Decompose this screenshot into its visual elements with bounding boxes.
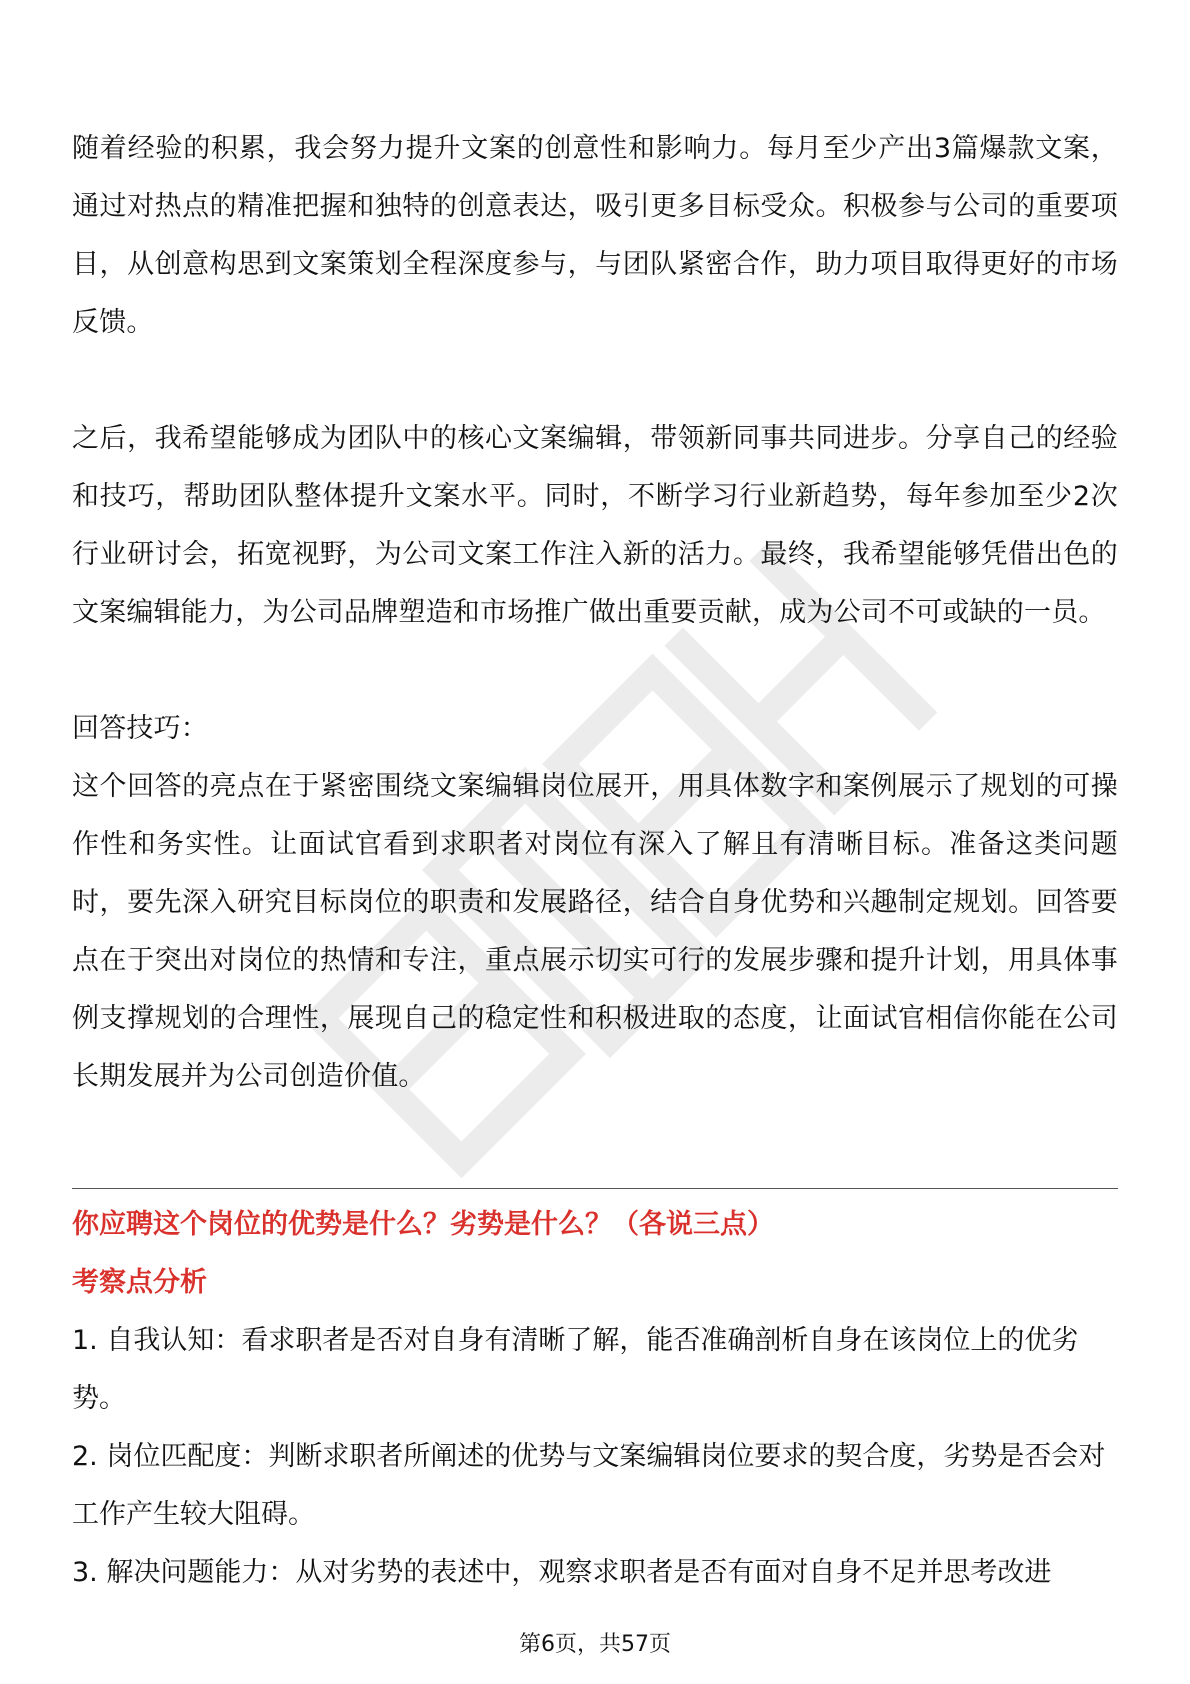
body-content xyxy=(72,120,1118,1106)
paragraph-long-term-goal: 之后，我希望能够成为团队中的核心文案编辑，带领新同事共同进步。分享自己的经验和技巧，帮助团队整体提升文案水平。同时，不断学习行业新趋势，每年参加至少2次行业研讨会，拓宽视野，为公司文案工作注入新的活力。最终，我希望能够凭借出色的文案编辑能力，为公司品牌塑造和市场推广做出重要贡献，成为公司不可或缺的一员。 xyxy=(72,423,1118,628)
tips-body: 这个回答的亮点在于紧密围绕文案编辑岗位展开，用具体数字和案例展示了规划的可操作性和务实性。让面试官看到求职者对岗位有深入了解且有清晰目标。准备这类问题时，要先深入研究目标岗位的职责和发展路径，结合自身优势和兴趣制定规划。回答要点在于突出对岗位的热情和专注，重点展示切实可行的发展步骤和提升计划，用具体事例支撑规划的合理性，展现自己的稳定性和积极进取的态度，让面试官相信你能在公司长期发展并为公司创造价值。 xyxy=(72,771,1118,1092)
list-item: 2. 岗位匹配度：判断求职者所阐述的优势与文案编辑岗位要求的契合度，劣势是否会对工作产生较大阻碍。 xyxy=(72,1441,1106,1530)
list-item: 3. 解决问题能力：从对劣势的表述中，观察求职者是否有面对自身不足并思考改进 xyxy=(72,1557,1052,1588)
section-divider xyxy=(72,1188,1118,1189)
question-section xyxy=(72,1196,1118,1602)
tips-label: 回答技巧： xyxy=(72,713,208,744)
analysis-heading: 考察点分析 xyxy=(72,1267,207,1298)
paragraph-career-growth: 随着经验的积累，我会努力提升文案的创意性和影响力。每月至少产出3篇爆款文案，通过对热点的精准把握和独特的创意表达，吸引更多目标受众。积极参与公司的重要项目，从创意构思到文案策划全程深度参与，与团队紧密合作，助力项目取得更好的市场反馈。 xyxy=(72,133,1118,338)
question-title: 你应聘这个岗位的优势是什么？劣势是什么？（各说三点） xyxy=(72,1209,774,1240)
page-number: 第6页，共57页 xyxy=(519,1632,671,1657)
list-item: 1. 自我认知：看求职者是否对自身有清晰了解，能否准确剖析自身在该岗位上的优劣势。 xyxy=(72,1325,1079,1414)
